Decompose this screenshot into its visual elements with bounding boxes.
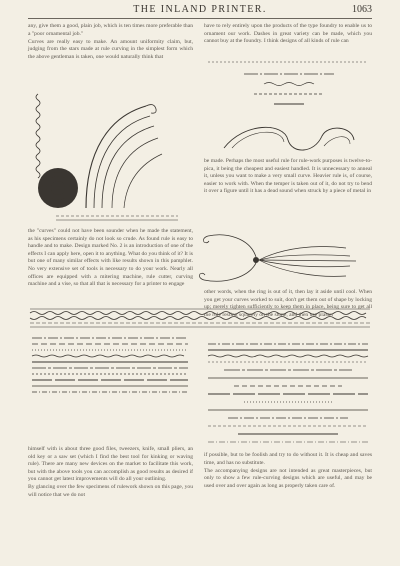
right-paragraph-4: if possible, but to be foolish and try to do without it. It is cheap and saves time, and has no substitute. bbox=[204, 452, 372, 466]
running-title: THE INLAND PRINTER. bbox=[133, 4, 267, 15]
right-paragraph-1: have to rely entirely upon the products of the type foundry to enable us to ornament our work. Dashes in great variety can be made, which you cannot buy at the foundry. I think designs of all kinds of rule can bbox=[204, 23, 372, 45]
left-paragraph-4: himself with is about three good files, tweezers, knife, small pliers, an old key or a saw set (which I find the best tool for kinking or waving rule). There are many new devices on the market to facilitate this work, but with the above tools you can accomplish as good results as desired if you cannot get latest improvements will do all your outlining. bbox=[28, 446, 193, 483]
left-column-para-1-block bbox=[28, 23, 193, 61]
dash-rules-right bbox=[204, 340, 372, 450]
page-header bbox=[28, 4, 372, 19]
page-number: 1063 bbox=[352, 4, 372, 15]
left-paragraph-2: Curves are really easy to make. An amount uniformity claim, but, judging from the stars made at rule curving in the simplest form which the above gentleman is taken, one would naturally think that bbox=[28, 38, 193, 60]
concentric-circles-ornament bbox=[36, 166, 86, 216]
left-column-para-4-block bbox=[28, 446, 193, 500]
left-paragraph-5: By glancing over the few specimens of rulework shown on this page, you will notice that we do not bbox=[28, 484, 193, 499]
right-column-para-4-block bbox=[204, 452, 372, 490]
right-paragraph-3: other words, when the ring is out of it, then lay it aside until cool. When you get your curves worked to suit, don't get them out of shape by locking up; merely tighten sufficiently to keep them in place, being sure to get all the rule resting squarely on the stone, and then use plaster bbox=[204, 289, 372, 318]
right-column-para-1-block bbox=[204, 23, 372, 46]
right-paragraph-2: be made. Perhaps the most useful rule for rule-work purposes is twelve-to-pica, it being the cheapest and easiest handled. It is unnecessary to anneal it, unless you want to make a very small curve. Heavier rule is, of course, easier to work with. When the temper is taken out of it, do not try to bend it over a figure until it has a dead sound when struck by a piece of metal in bbox=[204, 158, 372, 195]
right-column-para-3-block bbox=[204, 289, 372, 319]
radiating-fan-ornament bbox=[186, 226, 372, 288]
left-paragraph-3: the "curves" could not have been sounder when he made the statement, as his specimens certainly do not look so crude. As found rule is easy to handle and to make. Design marked No. 2 is an introduction of one of the effects I can apply here, open it to anything. What do you think of it? It is but one of many similar effects with like results shown in this pamphlet. No very extensive set of tools is necessary to do your work. Nearly all offices are equipped with a mitering machine, rule cutter, curving machine and a vise, so that all that is necessary for a printer to engage bbox=[28, 228, 193, 288]
curl-ornament-right bbox=[204, 118, 372, 158]
right-paragraph-5: The accompanying designs are not intended as great masterpieces, but only to show a few rule-curving designs which are useful, and may be used over and over again as long as properly taken care of. bbox=[204, 467, 372, 489]
left-column-para-3-block bbox=[28, 228, 193, 289]
left-paragraph-1: any, give them a good, plain job, which is ten times more preferable than a "poor ornamental job." bbox=[28, 23, 193, 37]
right-column-para-2-block bbox=[204, 158, 372, 196]
dash-rules-right-top bbox=[204, 56, 372, 116]
dash-rules-left bbox=[28, 334, 193, 398]
